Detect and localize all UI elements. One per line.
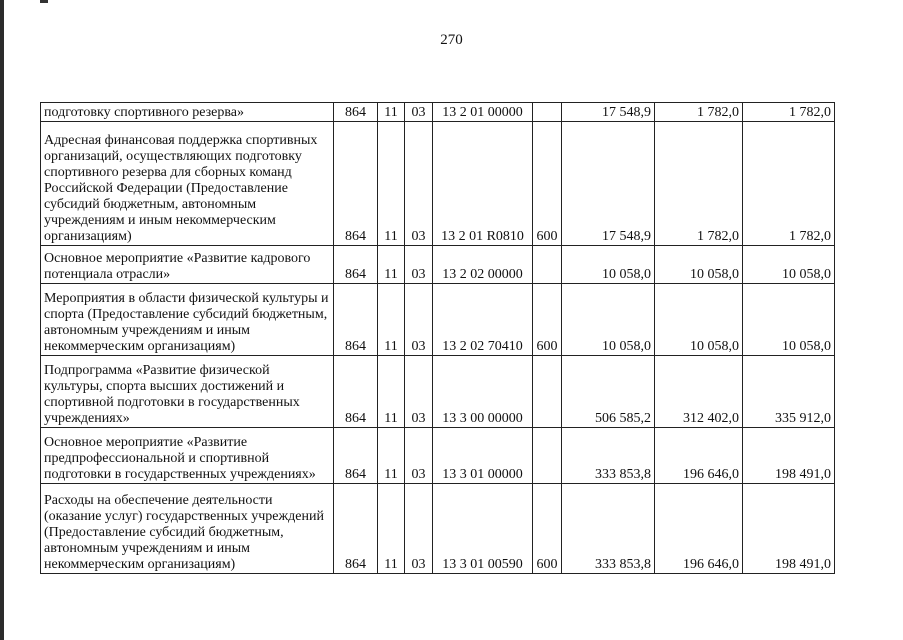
row-name: Адресная финансовая поддержка спортивных организаций, осуществляющих подготовку спортивного резерва для сборных команд Российской Федерации (Предоставление субсидий бюджетным, автономным учреждениям и иным некоммерческим организациям) — [41, 122, 334, 246]
row-name: Основное мероприятие «Развитие предпрофессиональной и спортивной подготовки в государственных учреждениях» — [41, 428, 334, 484]
expense-type-code: 600 — [533, 484, 562, 574]
table-row — [41, 122, 835, 246]
scan-top-mark — [40, 0, 48, 3]
budget-table — [40, 102, 835, 574]
target-article-code: 13 2 02 00000 — [433, 246, 533, 284]
section-code: 11 — [378, 428, 405, 484]
amount-year-3: 198 491,0 — [743, 484, 835, 574]
ved-code: 864 — [334, 356, 378, 428]
table-row — [41, 103, 835, 122]
section-code: 11 — [378, 284, 405, 356]
target-article-code: 13 2 01 R0810 — [433, 122, 533, 246]
row-name: Подпрограмма «Развитие физической культуры, спорта высших достижений и спортивной подготовки в государственных учреждениях» — [41, 356, 334, 428]
expense-type-code — [533, 428, 562, 484]
amount-year-1: 17 548,9 — [562, 122, 655, 246]
expense-type-code — [533, 103, 562, 122]
amount-year-2: 312 402,0 — [655, 356, 743, 428]
target-article-code: 13 3 01 00000 — [433, 428, 533, 484]
amount-year-3: 198 491,0 — [743, 428, 835, 484]
amount-year-3: 10 058,0 — [743, 284, 835, 356]
table-row — [41, 356, 835, 428]
scan-left-edge — [0, 0, 4, 640]
target-article-code: 13 2 01 00000 — [433, 103, 533, 122]
amount-year-2: 196 646,0 — [655, 484, 743, 574]
table-row — [41, 484, 835, 574]
subsection-code: 03 — [405, 246, 433, 284]
amount-year-2: 196 646,0 — [655, 428, 743, 484]
amount-year-2: 10 058,0 — [655, 284, 743, 356]
subsection-code: 03 — [405, 428, 433, 484]
amount-year-1: 506 585,2 — [562, 356, 655, 428]
section-code: 11 — [378, 484, 405, 574]
amount-year-3: 1 782,0 — [743, 122, 835, 246]
amount-year-3: 1 782,0 — [743, 103, 835, 122]
table-row — [41, 428, 835, 484]
amount-year-1: 333 853,8 — [562, 484, 655, 574]
amount-year-2: 10 058,0 — [655, 246, 743, 284]
row-name: Расходы на обеспечение деятельности (оказание услуг) государственных учреждений (Предоставление субсидий бюджетным, автономным учреждениям и иным некоммерческим организациям) — [41, 484, 334, 574]
amount-year-2: 1 782,0 — [655, 103, 743, 122]
row-name: Мероприятия в области физической культуры и спорта (Предоставление субсидий бюджетным, автономным учреждениям и иным некоммерческим организациям) — [41, 284, 334, 356]
subsection-code: 03 — [405, 122, 433, 246]
expense-type-code — [533, 356, 562, 428]
table-row — [41, 284, 835, 356]
section-code: 11 — [378, 356, 405, 428]
expense-type-code — [533, 246, 562, 284]
amount-year-2: 1 782,0 — [655, 122, 743, 246]
row-name: Основное мероприятие «Развитие кадрового потенциала отрасли» — [41, 246, 334, 284]
ved-code: 864 — [334, 103, 378, 122]
amount-year-1: 17 548,9 — [562, 103, 655, 122]
subsection-code: 03 — [405, 356, 433, 428]
row-name: подготовку спортивного резерва» — [41, 103, 334, 122]
amount-year-3: 335 912,0 — [743, 356, 835, 428]
amount-year-1: 10 058,0 — [562, 246, 655, 284]
amount-year-1: 333 853,8 — [562, 428, 655, 484]
target-article-code: 13 3 00 00000 — [433, 356, 533, 428]
ved-code: 864 — [334, 246, 378, 284]
subsection-code: 03 — [405, 484, 433, 574]
amount-year-3: 10 058,0 — [743, 246, 835, 284]
amount-year-1: 10 058,0 — [562, 284, 655, 356]
ved-code: 864 — [334, 428, 378, 484]
section-code: 11 — [378, 246, 405, 284]
target-article-code: 13 3 01 00590 — [433, 484, 533, 574]
ved-code: 864 — [334, 284, 378, 356]
expense-type-code: 600 — [533, 284, 562, 356]
ved-code: 864 — [334, 484, 378, 574]
subsection-code: 03 — [405, 103, 433, 122]
section-code: 11 — [378, 103, 405, 122]
section-code: 11 — [378, 122, 405, 246]
ved-code: 864 — [334, 122, 378, 246]
target-article-code: 13 2 02 70410 — [433, 284, 533, 356]
expense-type-code: 600 — [533, 122, 562, 246]
subsection-code: 03 — [405, 284, 433, 356]
page-number: 270 — [440, 32, 463, 48]
table-row — [41, 246, 835, 284]
